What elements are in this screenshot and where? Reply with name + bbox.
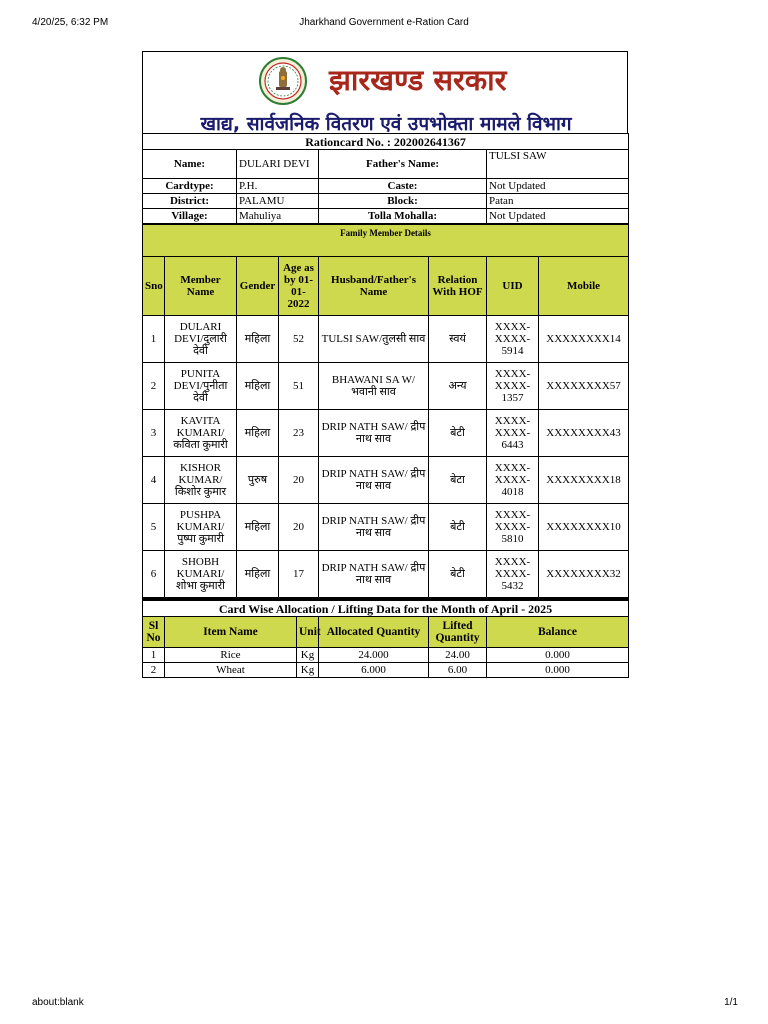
table-row [143,504,629,551]
cardtype-label: Cardtype: [143,179,237,194]
cell-unit: Kg [297,663,319,678]
table-row [143,316,629,363]
cell-uid: XXXX-XXXX-5432 [487,551,539,598]
cell-sl: 1 [143,648,165,663]
cell-sno: 6 [143,551,165,598]
district-label: District: [143,194,237,209]
cardtype-value: P.H. [237,179,319,194]
cell-name: SHOBH KUMARI/ शोभा कुमारी [165,551,237,598]
cell-relation: अन्य [429,363,487,410]
village-value: Mahuliya [237,209,319,224]
cell-mobile: XXXXXXXX32 [539,551,629,598]
col-sno: Sno [143,257,165,316]
col-age: Age as by 01-01-2022 [279,257,319,316]
cell-unit: Kg [297,648,319,663]
cell-gender: महिला [237,551,279,598]
cell-allocated: 6.000 [319,663,429,678]
cell-age: 51 [279,363,319,410]
cell-uid: XXXX-XXXX-5914 [487,316,539,363]
col-sl-no: Sl No [143,617,165,648]
cell-balance: 0.000 [487,648,629,663]
col-member-name: Member Name [165,257,237,316]
cell-mobile: XXXXXXXX18 [539,457,629,504]
family-title: Family Member Details [143,225,629,257]
allocation-title: Card Wise Allocation / Lifting Data for the Month of April - 2025 [143,600,629,617]
col-balance: Balance [487,617,629,648]
cell-allocated: 24.000 [319,648,429,663]
cell-relation: स्वयं [429,316,487,363]
cell-sno: 2 [143,363,165,410]
cell-age: 20 [279,504,319,551]
department-title: खाद्य, सार्वजनिक वितरण एवं उपभोक्ता मामले विभाग [200,113,572,135]
jharkhand-emblem-icon [259,57,307,105]
cell-age: 52 [279,316,319,363]
father-value: TULSI SAW [487,150,629,179]
cell-name: PUNITA DEVI/पुनीता देवी [165,363,237,410]
col-relation: Relation With HOF [429,257,487,316]
table-row [143,363,629,410]
cell-father: DRIP NATH SAW/ द्रीप नाथ साव [319,410,429,457]
cell-name: DULARI DEVI/दुलारी देवी [165,316,237,363]
cell-lifted: 24.00 [429,648,487,663]
village-label: Village: [143,209,237,224]
print-header [0,14,768,32]
family-table [142,224,629,598]
table-row [143,551,629,598]
cell-name: KISHOR KUMAR/ किशोर कुमार [165,457,237,504]
cell-mobile: XXXXXXXX57 [539,363,629,410]
name-label: Name: [143,150,237,179]
government-title: झारखण्ड सरकार [329,63,507,97]
col-unit: Unit [297,617,319,648]
caste-label: Caste: [319,179,487,194]
cell-uid: XXXX-XXXX-5810 [487,504,539,551]
cell-father: TULSI SAW/तुलसी साव [319,316,429,363]
cell-item: Rice [165,648,297,663]
cell-name: PUSHPA KUMARI/ पुष्पा कुमारी [165,504,237,551]
cell-father: DRIP NATH SAW/ द्रीप नाथ साव [319,457,429,504]
cell-lifted: 6.00 [429,663,487,678]
cell-gender: महिला [237,363,279,410]
ration-card [142,51,628,678]
cell-sno: 1 [143,316,165,363]
cell-relation: बेटी [429,551,487,598]
cell-name: KAVITA KUMARI/ कविता कुमारी [165,410,237,457]
cell-relation: बेटी [429,410,487,457]
cell-item: Wheat [165,663,297,678]
cell-gender: महिला [237,504,279,551]
cell-uid: XXXX-XXXX-6443 [487,410,539,457]
print-footer [0,994,768,1012]
table-row [143,663,629,678]
table-row [143,648,629,663]
print-url: about:blank [32,997,84,1008]
tolla-value: Not Updated [487,209,629,224]
col-item-name: Item Name [165,617,297,648]
block-label: Block: [319,194,487,209]
cell-gender: महिला [237,316,279,363]
cell-father: BHAWANI SA W/ भवानी साव [319,363,429,410]
cell-mobile: XXXXXXXX43 [539,410,629,457]
col-gender: Gender [237,257,279,316]
cell-age: 17 [279,551,319,598]
cell-sl: 2 [143,663,165,678]
cell-balance: 0.000 [487,663,629,678]
print-datetime: 4/20/25, 6:32 PM [32,17,109,28]
tolla-label: Tolla Mohalla: [319,209,487,224]
allocation-table [142,598,629,678]
cell-father: DRIP NATH SAW/ द्रीप नाथ साव [319,551,429,598]
block-value: Patan [487,194,629,209]
name-value: DULARI DEVI [237,150,319,179]
table-row [143,410,629,457]
cell-uid: XXXX-XXXX-1357 [487,363,539,410]
print-page-number: 1/1 [724,997,738,1008]
col-allocated: Allocated Quantity [319,617,429,648]
cell-mobile: XXXXXXXX10 [539,504,629,551]
info-table [142,133,629,224]
cell-age: 20 [279,457,319,504]
cell-relation: बेटी [429,504,487,551]
district-value: PALAMU [237,194,319,209]
print-page-title: Jharkhand Government e-Ration Card [299,17,469,28]
cell-mobile: XXXXXXXX14 [539,316,629,363]
father-label: Father's Name: [319,150,487,179]
cell-gender: पुरुष [237,457,279,504]
col-lifted: Lifted Quantity [429,617,487,648]
col-mobile: Mobile [539,257,629,316]
caste-value: Not Updated [487,179,629,194]
col-uid: UID [487,257,539,316]
cell-age: 23 [279,410,319,457]
cell-relation: बेटा [429,457,487,504]
cell-sno: 5 [143,504,165,551]
cell-sno: 4 [143,457,165,504]
cell-uid: XXXX-XXXX-4018 [487,457,539,504]
cell-father: DRIP NATH SAW/ द्रीप नाथ साव [319,504,429,551]
table-row [143,457,629,504]
cell-sno: 3 [143,410,165,457]
cell-gender: महिला [237,410,279,457]
col-father-name: Husband/Father's Name [319,257,429,316]
rationcard-number: Rationcard No. : 202002641367 [143,134,629,150]
banner [142,51,628,133]
